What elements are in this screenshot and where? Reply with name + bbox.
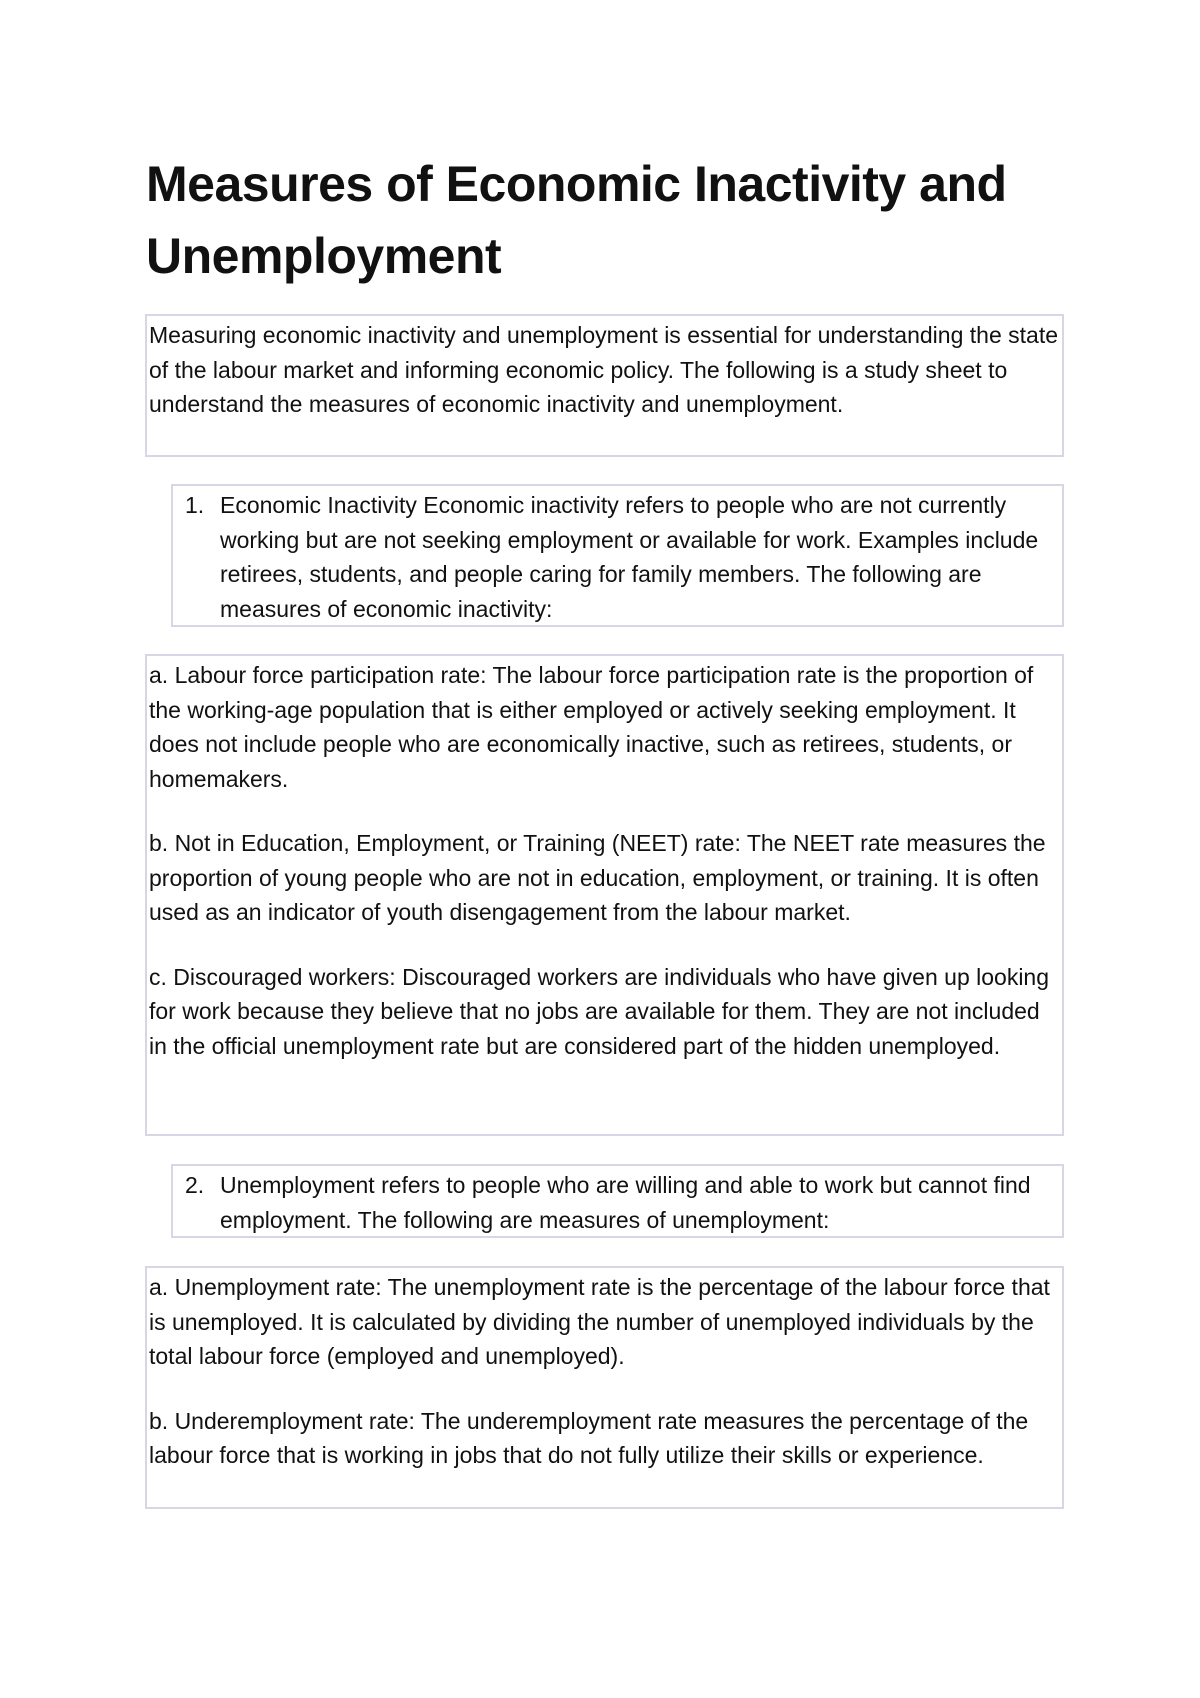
section-1-number: 1. xyxy=(185,492,205,518)
section-1-heading-box xyxy=(171,484,1064,627)
intro-paragraph: Measuring economic inactivity and unemployment is essential for understanding the state of the labour market and informing economic policy. The following is a study sheet to understand the measures of economic inactivity and unemployment. xyxy=(149,322,1058,417)
section-2-heading-box xyxy=(171,1164,1064,1238)
section-1-item-c: c. Discouraged workers: Discouraged workers are individuals who have given up looking for work because they believe that no jobs are available for them. They are not included in the official unemployment rate but are considered part of the hidden unemployed. xyxy=(149,963,1050,1059)
section-2-item-b: b. Underemployment rate: The underemployment rate measures the percentage of the labour force that is working in jobs that do not fully utilize their skills or experience. xyxy=(149,1407,1029,1468)
intro-box xyxy=(145,314,1064,457)
document-title: Measures of Economic Inactivity and Unemployment xyxy=(146,156,1007,284)
section-1-item-b: b. Not in Education, Employment, or Training (NEET) rate: The NEET rate measures the proportion of young people who are not in education, employment, or training. It is often used as an indicator of youth disengagement from the labour market. xyxy=(149,830,1046,925)
section-2-item-a: a. Unemployment rate: The unemployment rate is the percentage of the labour force that is unemployed. It is calculated by dividing the number of unemployed individuals by the total labour force (employed and unemployed). xyxy=(149,1274,1050,1369)
section-2-measures-box xyxy=(145,1266,1064,1509)
section-2-number: 2. xyxy=(185,1172,205,1198)
section-2-heading: Unemployment refers to people who are willing and able to work but cannot find employment. The following are measures of unemployment: xyxy=(220,1172,1031,1233)
section-1-item-a: a. Labour force participation rate: The labour force participation rate is the proportion of the working-age population that is either employed or actively seeking employment. It does not include people who are economically inactive, such as retirees, students, or homemakers. xyxy=(149,662,1034,792)
section-1-heading: Economic Inactivity Economic inactivity refers to people who are not currently working but are not seeking employment or available for work. Examples include retirees, students, and people caring for family members. The following are measures of economic inactivity: xyxy=(220,492,1039,622)
section-1-measures-box xyxy=(145,654,1064,1136)
